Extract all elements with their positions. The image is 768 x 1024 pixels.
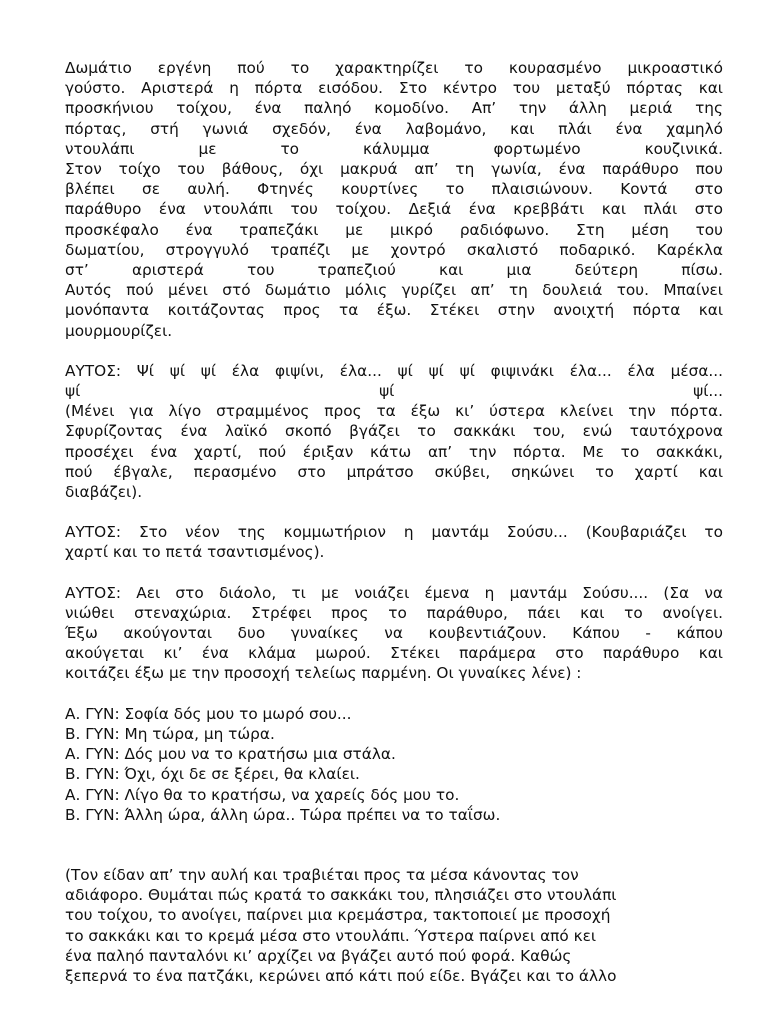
text-line: μουρμουρίζει. — [65, 321, 173, 340]
text-line: Στον τοίχο του βάθους, όχι μακρυά απ’ τη γωνία, ένα παράθυρο που — [65, 160, 723, 179]
text-line: Έξω ακούγονται δυο γυναίκες να κουβεντιάζουν. Κάπου - κάπου — [65, 624, 723, 643]
dialogue-line: Α. ΓΥΝ: Δός μου να το κρατήσω μια στάλα. — [65, 745, 396, 764]
text-line: παράθυρο ένα ντουλάπι του τοίχου. Δεξιά ένα κρεββάτι και πλάι στο — [65, 200, 723, 219]
dialogue-line: Α. ΓΥΝ: Σοφία δός μου το μωρό σου... — [65, 704, 352, 723]
text-line: (Μένει για λίγο στραμμένος προς τα έξω κι’ ύστερα κλείνει την πόρτα. — [65, 402, 723, 421]
text-line: προσέχει ένα χαρτί, πού έριξαν κάτω απ’ την πόρτα. Με το σακκάκι, — [65, 442, 723, 461]
text-line: προσκέφαλο ένα τραπεζάκι με μικρό ραδιόφωνο. Στη μέση του — [65, 220, 723, 239]
dialogue-line: Β. ΓΥΝ: Μη τώρα, μη τώρα. — [65, 724, 275, 743]
paragraph-gap — [65, 502, 723, 522]
dialogue-line: Α. ΓΥΝ: Λίγο θα το κρατήσω, να χαρείς δός μου το. — [65, 785, 460, 804]
text-line: ΑΥΤΟΣ: Αει στο διάολο, τι με νοιάζει έμενα η μαντάμ Σούσυ.... (Σα να — [65, 583, 723, 602]
text-line: ΑΥΤΟΣ: Ψί ψί ψί έλα φιψίνι, έλα... ψί ψί ψί φιψινάκι έλα... έλα μέσα... — [65, 361, 723, 380]
speech-block — [65, 583, 723, 684]
text-line: ακούγεται κι’ ένα κλάμα μωρού. Στέκει παράμερα στο παράθυρο και — [65, 644, 723, 663]
text-line: ΑΥΤΟΣ: Στο νέον της κομμωτήριον η μαντάμ Σούσυ... (Κουβαριάζει το — [65, 523, 723, 542]
paragraph-gap — [65, 825, 723, 865]
text-line: αδιάφορο. Θυμάται πώς κρατά το σακκάκι του, πλησιάζει στο ντουλάπι — [65, 886, 617, 905]
text-line: κοιτάζει έξω με την προσοχή τελείως παρμένη. Οι γυναίκες λένε) : — [65, 664, 582, 683]
text-line: Αυτός πού μένει στό δωμάτιο μόλις γυρίζει απ’ τη δουλειά του. Μπαίνει — [65, 281, 723, 300]
text-line: Δωμάτιο εργένη πού το χαρακτηρίζει το κουρασμένο μικροαστικό — [65, 59, 723, 77]
text-line: πού έβγαλε, περασμένο στο μπράτσο σκύβει, σηκώνει το χαρτί και — [65, 462, 723, 481]
dialogue-list — [65, 704, 723, 825]
text-line: πόρτας, στή γωνιά σχεδόν, ένα λαβομάνο, και πλάι ένα χαμηλό — [65, 119, 723, 138]
text-line: Σφυρίζοντας ένα λαϊκό σκοπό βγάζει το σακκάκι του, ενώ ταυτόχρονα — [65, 422, 723, 441]
text-line: ένα παληό πανταλόνι κι’ αρχίζει να βγάζει αυτό πού φορά. Καθώς — [65, 946, 572, 965]
text-line: διαβάζει). — [65, 483, 143, 502]
paragraph-gap — [65, 684, 723, 704]
text-line: του τοίχου, το ανοίγει, παίρνει μια κρεμάστρα, τακτοποιεί με προσοχή — [65, 906, 611, 925]
paragraph-gap — [65, 563, 723, 583]
dialogue-line: Β. ΓΥΝ: Όχι, όχι δε σε ξέρει, θα κλαίει. — [65, 765, 360, 784]
text-line: προσκήνιου τοίχου, ένα παληό κομοδίνο. Απ’ την άλλη μεριά της — [65, 99, 723, 118]
stage-directions-intro — [65, 58, 723, 341]
text-line: χαρτί και το πετά τσαντισμένος). — [65, 543, 325, 562]
text-line: (Τον είδαν απ’ την αυλή και τραβιέται προς τα μέσα κάνοντας τον — [65, 865, 579, 884]
speech-block — [65, 361, 723, 502]
text-line: μονόπαντα κοιτάζοντας προς τα έξω. Στέκει στην ανοιχτή πόρτα και — [65, 301, 723, 320]
text-line: το σακκάκι και το κρεμά μέσα στο ντουλάπι. Ύστερα παίρνει από κει — [65, 926, 597, 945]
text-line: ντουλάπι με το κάλυμμα φορτωμένο κουζινικά. — [65, 139, 723, 158]
speech-block — [65, 522, 723, 562]
text-line: γούστο. Αριστερά η πόρτα εισόδου. Στο κέντρο του μεταξύ πόρτας και — [65, 79, 723, 98]
text-line: νιώθει στεναχώρια. Στρέφει προς το παράθυρο, πάει και το ανοίγει. — [65, 603, 723, 622]
dialogue-line: Β. ΓΥΝ: Άλλη ώρα, άλλη ώρα.. Τώρα πρέπει να το ταΐσω. — [65, 805, 501, 824]
document-page — [65, 58, 723, 986]
text-line: ξεπερνά το ένα πατζάκι, κερώνει από κάτι πού είδε. Βγάζει και το άλλο — [65, 966, 617, 985]
text-line: δωματίου, στρογγυλό τραπέζι με χοντρό σκαλιστό ποδαρικό. Καρέκλα — [65, 240, 723, 259]
text-line: στ’ αριστερά του τραπεζιού και μια δεύτερη πίσω. — [65, 261, 723, 280]
paragraph-gap — [65, 341, 723, 361]
text-line: βλέπει σε αυλή. Φτηνές κουρτίνες το πλαισιώνουν. Κοντά στο — [65, 180, 723, 199]
text-line: ψί ψί ψί... — [65, 382, 723, 401]
stage-directions-closing — [65, 865, 723, 986]
